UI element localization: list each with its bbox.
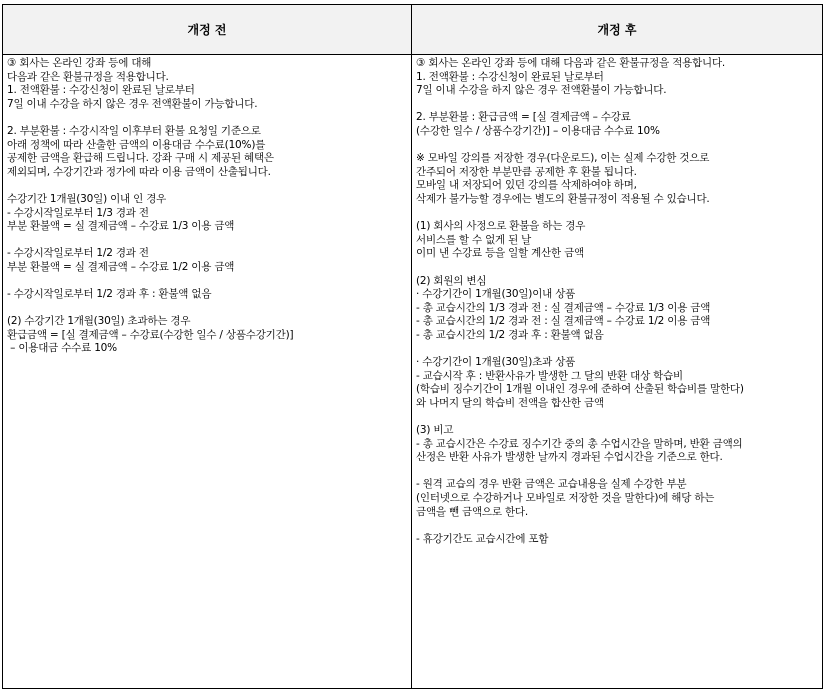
text-line: 7일 이내 수강을 하지 않은 경우 전액환불이 가능합니다. [7,97,258,110]
text-line: - 총 교습시간의 1/2 경과 후 : 환불액 없음 [416,328,604,341]
text-line [416,465,820,479]
text-line: - 수강시작일로부터 1/3 경과 전 [7,206,149,219]
text-line [7,179,409,193]
text-line: - 총 교습시간의 1/3 경과 전 : 실 결제금액 – 수강료 1/3 이용 금액 [416,301,711,314]
before-text [3,55,411,356]
text-line: 삭제가 불가능할 경우에는 별도의 환불규정이 적용될 수 있습니다. [416,192,710,205]
text-line: (2) 회원의 변심 [416,274,487,287]
text-line [416,98,820,112]
text-line: ③ 회사는 온라인 강좌 등에 대해 다음과 같은 환불규정을 적용합니다. [416,57,726,69]
text-line: 7일 이내 수강을 하지 않은 경우 전액환불이 가능합니다. [416,84,667,97]
text-line [416,342,820,356]
text-line: 부분 환불액 = 실 결제금액 – 수강료 1/3 이용 금액 [7,220,235,233]
text-line: 환급금액 = [실 결제금액 – 수강료(수강한 일수 / 상품수강기간)] [7,328,294,341]
header-before: 개정 전 [3,5,412,55]
text-line: 모바일 내 저장되어 있던 강의를 삭제하여야 하며, [416,179,637,192]
text-line: 아래 정책에 따라 산출한 금액의 이용대금 수수료(10%)를 [7,138,266,151]
text-line: 간주되어 저장한 부분만큼 공제한 후 환불 됩니다. [416,165,637,178]
text-line: - 수강시작일로부터 1/2 경과 후 : 환불액 없음 [7,288,212,301]
text-line [416,410,820,424]
content-row [3,55,823,689]
text-line: - 총 교습시간의 1/2 경과 전 : 실 결제금액 – 수강료 1/2 이용 금액 [416,315,711,328]
before-cell [3,55,412,689]
header-after: 개정 후 [412,5,823,55]
text-line: (1) 회사의 사정으로 환불을 하는 경우 [416,220,586,233]
text-line: - 교습시작 후 : 반환사유가 발생한 그 달의 반환 대상 학습비 [416,369,683,382]
text-line: 와 나머지 달의 학습비 전액을 합산한 금액 [416,396,604,409]
text-line [7,275,409,289]
text-line: 산정은 반환 사유가 발생한 날까지 경과된 수업시간을 기준으로 한다. [416,451,723,464]
text-line: 제외되며, 수강기간과 정가에 따라 이용 금액이 산출됩니다. [7,165,271,178]
after-cell [412,55,823,689]
text-line [416,139,820,153]
text-line: · 수강기간이 1개월(30일)초과 상품 [416,356,576,369]
text-line: 1. 전액환불 : 수강신청이 완료된 날로부터 [416,70,604,83]
text-line: - 총 교습시간은 수강료 징수기간 중의 총 수업시간을 말하며, 반환 금액의 [416,437,743,450]
text-line [416,261,820,275]
text-line: 2. 부분환불 : 환급금액 = [실 결제금액 – 수강료 [416,111,631,124]
after-text [412,55,822,546]
text-line [416,519,820,533]
text-line: ③ 회사는 온라인 강좌 등에 대해 [7,57,152,69]
text-line: 2. 부분환불 : 수강시작일 이후부터 환불 요청일 기준으로 [7,124,261,137]
text-line: 부분 환불액 = 실 결제금액 – 수강료 1/2 이용 금액 [7,260,235,273]
text-line: 1. 전액환불 : 수강신청이 완료된 날로부터 [7,84,195,97]
header-row [3,5,823,55]
text-line [416,207,820,221]
text-line: (2) 수강기간 1개월(30일) 초과하는 경우 [7,315,191,328]
text-line: ※ 모바일 강의를 저장한 경우(다운로드), 이는 실제 수강한 것으로 [416,152,710,165]
text-line [7,302,409,316]
text-line: (수강한 일수 / 상품수강기간)] – 이용대금 수수료 10% [416,124,660,137]
text-line: 다음과 같은 환불규정을 적용합니다. [7,70,169,83]
text-line: · 수강기간이 1개월(30일)이내 상품 [416,288,576,301]
text-line: 이미 낸 수강료 등을 일할 계산한 금액 [416,247,584,260]
text-line: 금액을 뺀 금액으로 한다. [416,505,528,518]
text-line [7,234,409,248]
revision-comparison-table [2,4,823,689]
text-line: - 휴강기간도 교습시간에 포함 [416,532,549,545]
text-line: 서비스를 할 수 없게 된 날 [416,233,532,246]
text-line: - 원격 교습의 경우 반환 금액은 교습내용을 실제 수강한 부분 [416,478,687,491]
text-line: – 이용대금 수수료 10% [7,342,117,355]
text-line: 공제한 금액을 환급해 드립니다. 강좌 구매 시 제공된 혜택은 [7,152,274,165]
text-line [7,111,409,125]
text-line: (3) 비고 [416,424,454,437]
text-line: 수강기간 1개월(30일) 이내 인 경우 [7,192,167,205]
text-line: - 수강시작일로부터 1/2 경과 전 [7,247,149,260]
text-line: (인터넷으로 수강하거나 모바일로 저장한 것을 말한다)에 해당 하는 [416,492,715,504]
text-line: (학습비 징수기간이 1개월 이내인 경우에 준하여 산출된 학습비를 말한다) [416,383,744,396]
